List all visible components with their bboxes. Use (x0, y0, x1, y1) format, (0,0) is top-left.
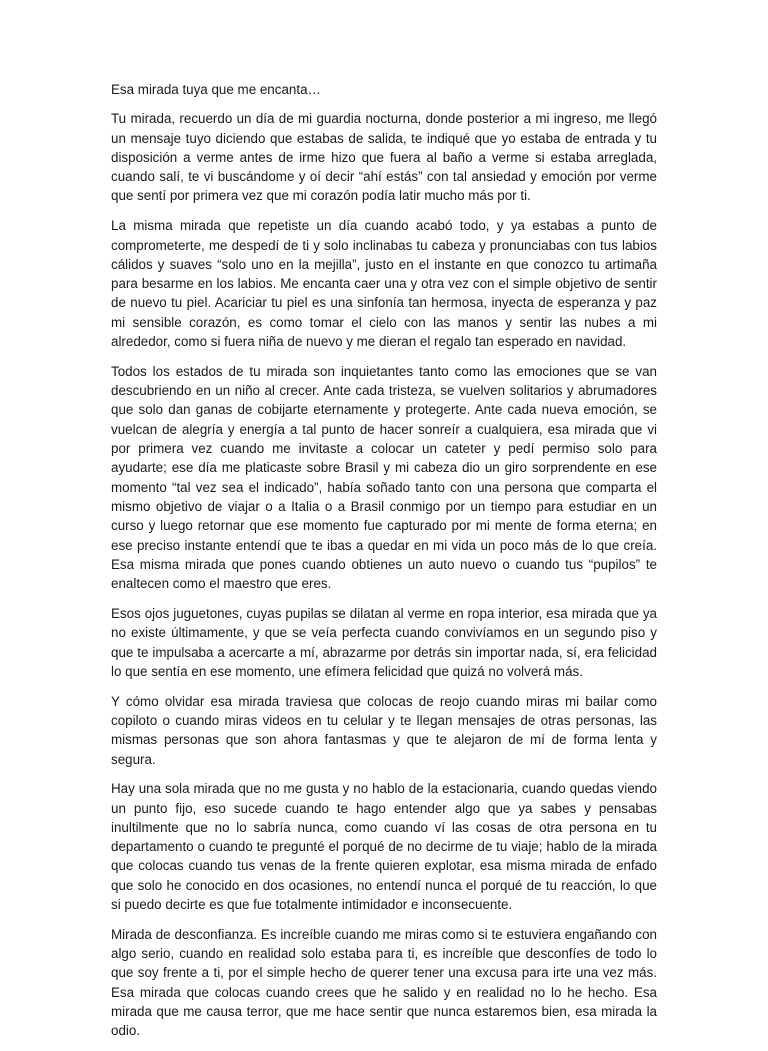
paragraph-2: La misma mirada que repetiste un día cuando acabó todo, y ya estabas a punto de comprometerte, me despedí de ti y solo inclinabas tu cabeza y pronunciabas con tus labios cálidos y suaves “solo uno en la mejilla”, justo en el instante en que conozco tu artimaña para besarme en los labios. Me encanta caer una y otra vez con el simple objetivo de sentir de nuevo tu piel. Acariciar tu piel es una sinfonía tan hermosa, inyecta de esperanza y paz mi sensible corazón, es como tomar el cielo con las manos y sentir las nubes a mi alrededor, como si fuera niña de nuevo y me dieran el regalo tan esperado en navidad. (111, 218, 657, 350)
document-body (111, 80, 657, 1051)
paragraph-6: Hay una sola mirada que no me gusta y no hablo de la estacionaria, cuando quedas viendo un punto fijo, eso sucede cuando te hago entender algo que ya sabes y pensabas inultilmente que no lo sabría nunca, como cuando ví las cosas de otra persona en tu departamento o cuando te pregunté el porqué de no decirme de tu viaje; hablo de la mirada que colocas cuando tus venas de la frente quieren explotar, esa misma mirada de enfado que solo he conocido en dos ocasiones, no entendí nunca el porqué de tu reacción, lo que si puedo decirte es que fue totalmente intimidador e inconsecuente. (111, 781, 657, 913)
paragraph-4: Esos ojos juguetones, cuyas pupilas se dilatan al verme en ropa interior, esa mirada que ya no existe últimamente, y que se veía perfecta cuando convivíamos en un segundo piso y que te impulsaba a acercarte a mí, abrazarme por detrás sin importar nada, sí, era felicidad lo que sentía en ese momento, une efímera felicidad que quizá no volverá más. (111, 605, 657, 679)
paragraph-1: Tu mirada, recuerdo un día de mi guardia nocturna, donde posterior a mi ingreso, me llegó un mensaje tuyo diciendo que estabas de salida, te indiqué que yo estaba de entrada y tu disposición a verme antes de irme hizo que fuera al baño a verme si estaba arreglada, cuando salí, te vi buscándome y oí decir “ahí estás” con tal ansiedad y emoción por verme que sentí por primera vez que mi corazón podía latir mucho más por ti. (111, 111, 657, 204)
paragraph-5: Y cómo olvidar esa mirada traviesa que colocas de reojo cuando miras mi bailar como copiloto o cuando miras videos en tu celular y te llegan mensajes de otras personas, las mismas personas que son ahora fantasmas y que te alejaron de mí de forma lenta y segura. (111, 693, 657, 767)
paragraph-3: Todos los estados de tu mirada son inquietantes tanto como las emociones que se van descubriendo en un niño al crecer. Ante cada tristeza, se vuelven solitarios y abrumadores que solo dan ganas de cobijarte eternamente y protegerte. Ante cada nueva emoción, se vuelcan de alegría y energía a tal punto de hacer sonreír a cualquiera, esa mirada que vi por primera vez cuando me invitaste a colocar un cateter y pedí permiso solo para ayudarte; ese día me platicaste sobre Brasil y mi cabeza dio un giro sorprendente en ese momento “tal vez sea el indicado”, había soñado tanto con una persona que comparta el mismo objetivo de viajar o a Italia o a Brasil conmigo por un tiempo para estudiar en un curso y luego retornar que ese momento fue capturado por mi mente de forma eterna; en ese preciso instante entendí que te ibas a quedar en mi vida un poco más de lo que creía. Esa misma mirada que pones cuando obtienes un auto nuevo o cuando tus “pupilos” te enaltecen como el maestro que eres. (111, 363, 657, 592)
document-title: Esa mirada tuya que me encanta… (111, 82, 321, 97)
paragraph-7: Mirada de desconfianza. Es increíble cuando me miras como si te estuviera engañando con algo serio, cuando en realidad solo estaba para ti, es increíble que desconfíes de todo lo que soy frente a ti, por el simple hecho de querer tener una excusa para irte una vez más. Esa mirada que colocas cuando crees que he salido y en realidad no lo he hecho. Esa mirada que me causa terror, que me hace sentir que nunca estaremos bien, esa mirada la odio. (111, 926, 657, 1039)
